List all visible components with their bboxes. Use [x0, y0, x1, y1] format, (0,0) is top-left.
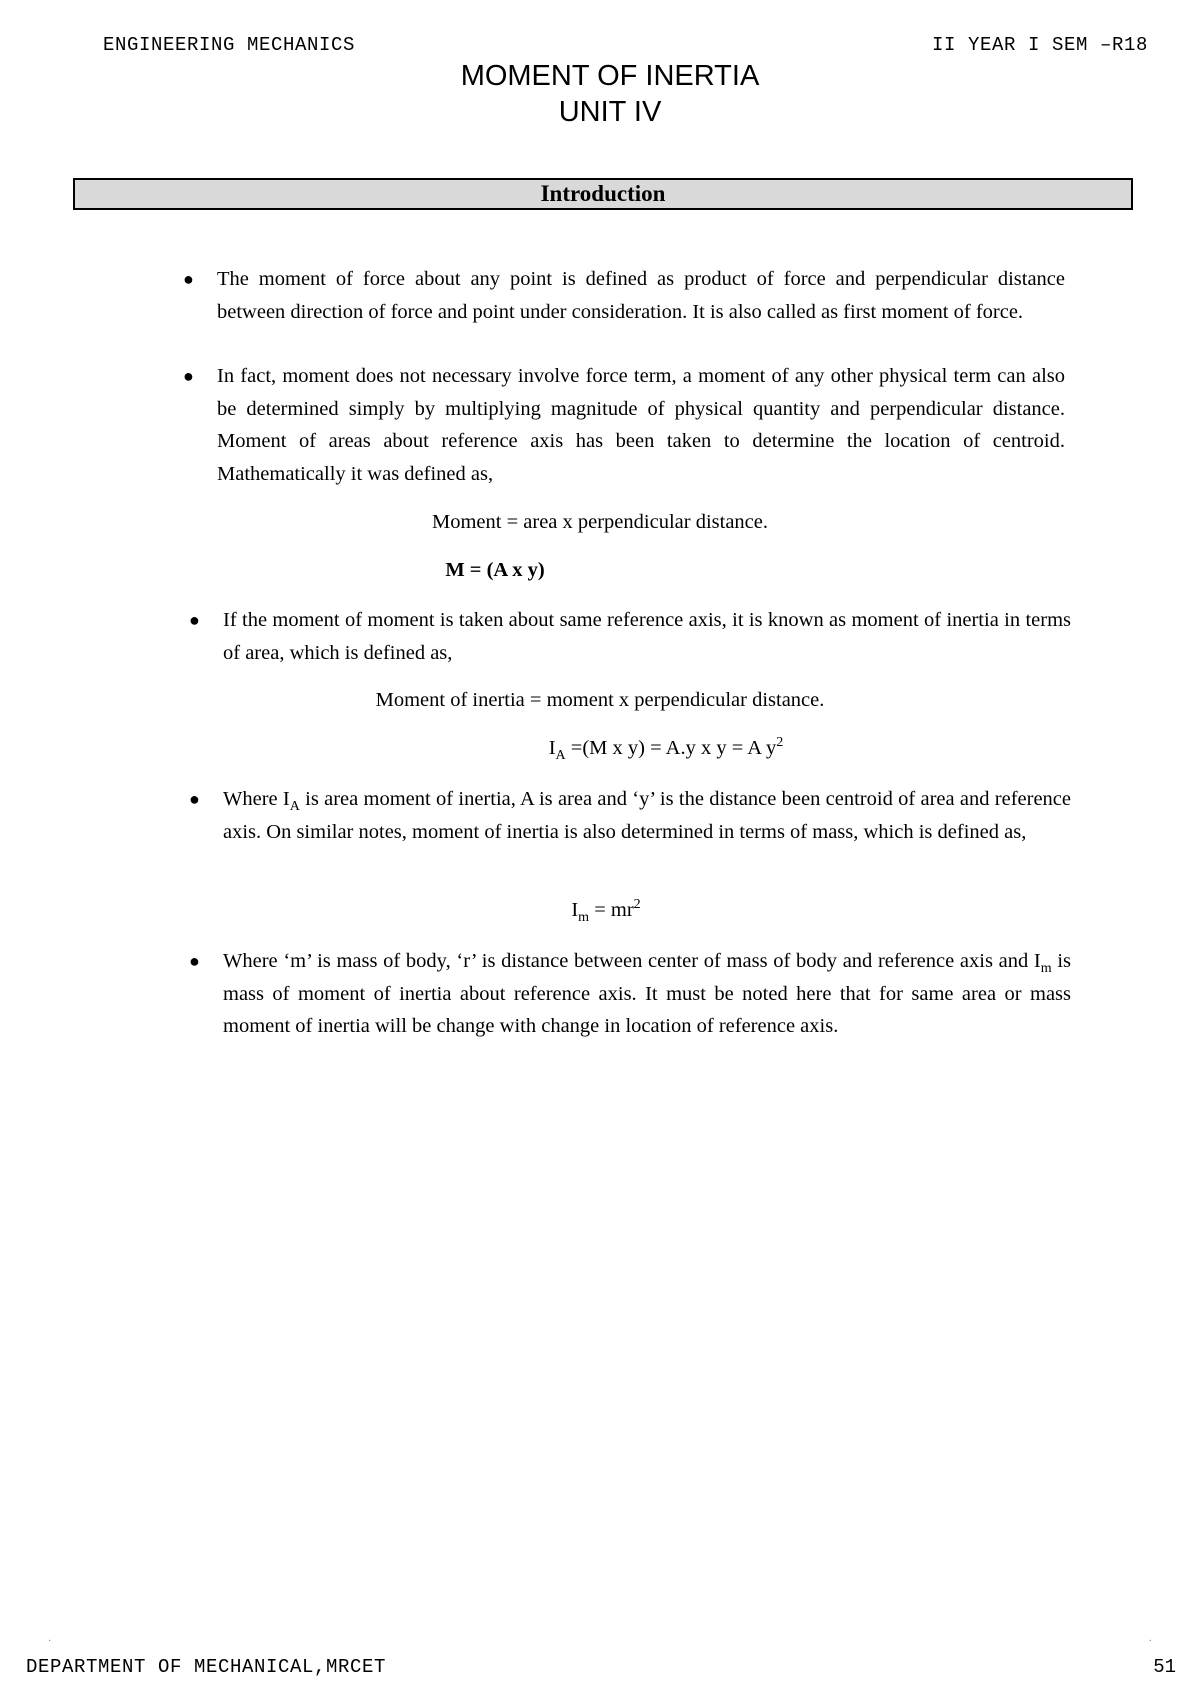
bullet-item-moment-of-inertia-area [189, 604, 1071, 669]
equation-text: $I_m = mr^2$ [571, 897, 641, 926]
bullet-dot-icon: ● [189, 610, 200, 630]
bullet-item-area-moment-explanation [189, 783, 1072, 848]
bullet-item-moment-of-areas [183, 360, 1065, 490]
footer-rule-mark-left: · [48, 1636, 52, 1647]
equation-mass-moment-of-inertia [6, 895, 1200, 925]
bullet-dot-icon: ● [183, 366, 194, 386]
bullet-text: In fact, moment does not necessary involve force term, a moment of any other physical term can also be determined simply by multiplying magnitude of physical quantity and perpendicular distance. Moment of areas about reference axis has been taken to determine the location of centroid. Mathematically it was defined as, [217, 365, 1065, 485]
page-number: 51 [1153, 1656, 1176, 1678]
equation-inertia-definition [0, 685, 1200, 715]
header-course-title: ENGINEERING MECHANICS [103, 34, 356, 56]
footer-department: DEPARTMENT OF MECHANICAL,MRCET [26, 1656, 387, 1678]
bullet-text: If the moment of moment is taken about same reference axis, it is known as moment of inertia in terms of area, which is defined as, [223, 609, 1071, 664]
equation-moment-definition [0, 507, 1200, 537]
equation-text: M = (A x y) [445, 559, 545, 581]
bullet-item-mass-moment-explanation [189, 945, 1071, 1043]
equation-text: $I_A =(M$ x y) = A.y x y = A $y^2$ [548, 735, 784, 764]
bullet-dot-icon: ● [189, 789, 200, 809]
equation-text: Moment = area x perpendicular distance. [431, 511, 768, 533]
page-title: MOMENT OF INERTIA [460, 60, 760, 92]
equation-text: Moment of inertia = moment x perpendicular distance. [375, 689, 825, 711]
bullet-text: Where ‘m’ is mass of body, ‘r’ is distance between center of mass of body and reference axis and $I_m$ is mass of moment of inertia about reference axis. It must be noted here that for same area or mass moment of inertia will be change with change in location of reference axis. [223, 950, 1071, 1037]
bullet-text: Where $I_A$ is area moment of inertia, A is area and ‘y’ is the distance been centroid of area and reference axis. On similar notes, moment of inertia is also determined in terms of mass, which is defined as, [223, 788, 1072, 843]
header-semester: II YEAR I SEM –R18 [931, 34, 1148, 56]
section-heading-introduction: Introduction [73, 178, 1133, 210]
equation-moment-formula [0, 555, 1095, 585]
bullet-item-first-moment [183, 263, 1065, 328]
bullet-dot-icon: ● [183, 269, 194, 289]
equation-area-moment-of-inertia [66, 733, 1200, 763]
bullet-text: The moment of force about any point is defined as product of force and perpendicular distance between direction of force and point under consideration. It is also called as first moment of force. [217, 268, 1065, 323]
footer-rule-mark-right: · [1148, 1636, 1152, 1647]
bullet-dot-icon: ● [189, 951, 200, 971]
unit-title: UNIT IV [558, 96, 662, 128]
